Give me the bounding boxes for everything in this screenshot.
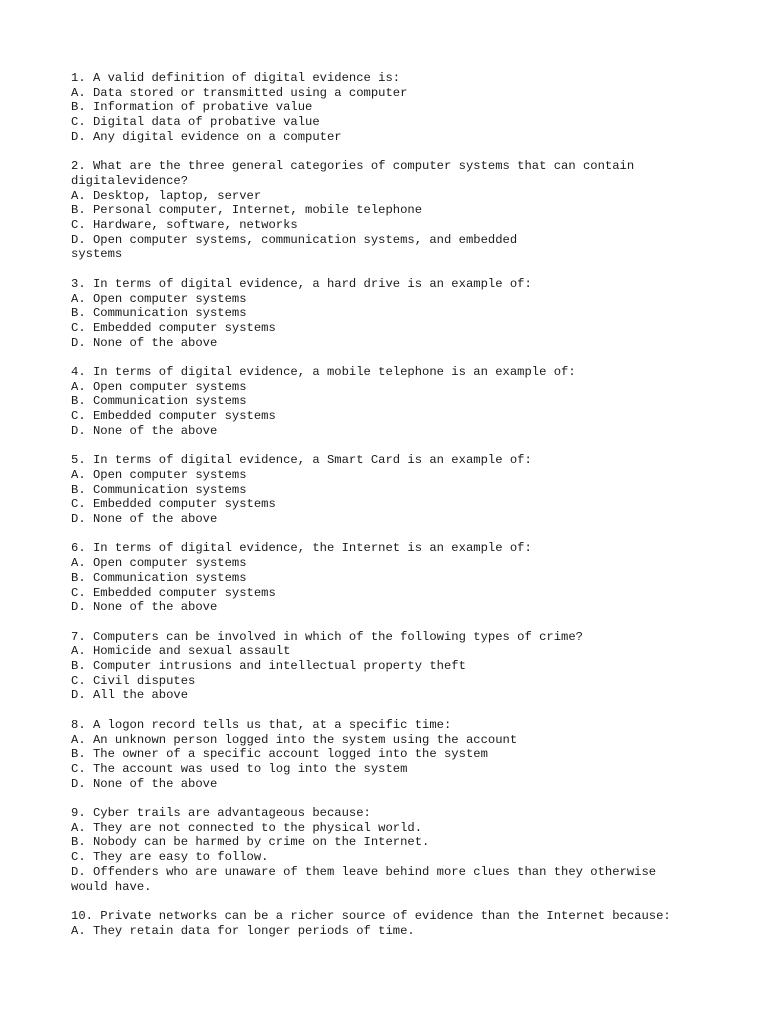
answer-option: D. None of the above [71,600,218,615]
question-text: 2. What are the three general categories of computer systems that can contain [71,159,635,174]
answer-option: C. Embedded computer systems [71,409,276,424]
question-3 [71,277,711,351]
answer-option: B. Information of probative value [71,100,313,115]
answer-option: C. Civil disputes [71,673,196,688]
answer-option: A. Data stored or transmitted using a computer [71,85,408,100]
answer-option: A. Desktop, laptop, server [71,188,262,203]
answer-option: B. Computer intrusions and intellectual property theft [71,659,466,674]
question-text: 5. In terms of digital evidence, a Smart Card is an example of: [71,453,532,468]
answer-option: D. All the above [71,688,189,703]
question-text: 7. Computers can be involved in which of the following types of crime? [71,629,583,644]
question-text: 4. In terms of digital evidence, a mobile telephone is an example of: [71,365,576,380]
answer-option: A. Open computer systems [71,379,247,394]
question-9 [71,806,711,894]
answer-option: B. Communication systems [71,306,247,321]
answer-option: A. They are not connected to the physical world. [71,820,423,835]
question-text: 1. A valid definition of digital evidence is: [71,71,401,85]
answer-option: C. The account was used to log into the system [71,761,408,776]
answer-option: C. Digital data of probative value [71,115,320,130]
answer-option: C. Embedded computer systems [71,497,276,512]
answer-option: C. Hardware, software, networks [71,218,298,233]
document-page [71,71,711,953]
answer-option: A. They retain data for longer periods of time. [71,923,415,938]
question-10 [71,909,711,938]
question-text: 3. In terms of digital evidence, a hard drive is an example of: [71,276,532,291]
answer-option: A. Homicide and sexual assault [71,644,291,659]
question-5 [71,453,711,527]
answer-option: C. Embedded computer systems [71,320,276,335]
answer-option: B. Nobody can be harmed by crime on the Internet. [71,835,430,850]
question-6 [71,541,711,615]
answer-option: C. Embedded computer systems [71,585,276,600]
question-2 [71,159,711,262]
question-text-continued: digitalevidence? [71,173,189,188]
question-1 [71,71,711,145]
answer-option: A. Open computer systems [71,291,247,306]
answer-option: D. Offenders who are unaware of them leave behind more clues than they otherwise [71,864,657,879]
answer-option: B. Personal computer, Internet, mobile telephone [71,203,423,218]
answer-option: D. None of the above [71,512,218,527]
answer-option: B. Communication systems [71,394,247,409]
answer-option-continued: systems [71,247,123,262]
answer-option: A. An unknown person logged into the system using the account [71,732,518,747]
answer-option: A. Open computer systems [71,556,247,571]
question-7 [71,630,711,704]
answer-option: D. None of the above [71,423,218,438]
question-text: 6. In terms of digital evidence, the Internet is an example of: [71,541,532,556]
question-text: 9. Cyber trails are advantageous because: [71,806,371,821]
question-text: 10. Private networks can be a richer source of evidence than the Internet because: [71,908,671,923]
answer-option: B. Communication systems [71,482,247,497]
answer-option: D. None of the above [71,776,218,791]
answer-option: C. They are easy to follow. [71,850,269,865]
answer-option: D. Open computer systems, communication systems, and embedded [71,232,518,247]
answer-option: B. Communication systems [71,570,247,585]
answer-option: B. The owner of a specific account logged into the system [71,747,488,762]
question-8 [71,718,711,792]
answer-option: A. Open computer systems [71,467,247,482]
answer-option: D. Any digital evidence on a computer [71,129,342,144]
question-4 [71,365,711,439]
question-text: 8. A logon record tells us that, at a specific time: [71,717,452,732]
answer-option: D. None of the above [71,335,218,350]
answer-option-continued: would have. [71,879,152,894]
